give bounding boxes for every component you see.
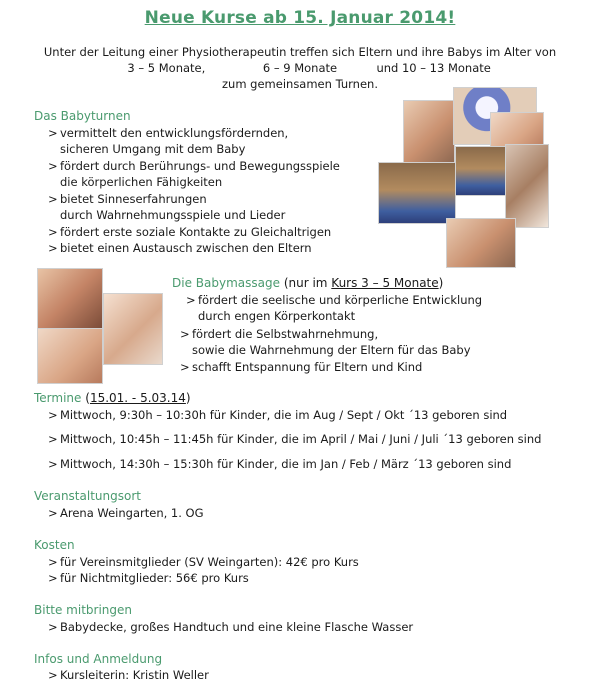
bullet-marker: > [186,293,196,307]
age-group-3: und 10 – 13 Monate [376,61,491,75]
babyturnen-item: > fördert erste soziale Kontakte zu Gleichaltrigen [48,225,332,239]
bullet-marker: > [48,241,58,255]
age-group-2: 6 – 9 Monate [262,61,338,75]
bullet-marker: > [48,506,58,520]
mitbringen-item: > Babydecke, großes Handtuch und eine kleine Flasche Wasser [48,620,414,634]
bullet-marker: > [48,126,58,140]
photo-massage-baby [103,293,163,365]
babymassage-heading: Die Babymassage (nur im Kurs 3 – 5 Monate) [172,276,444,290]
photo-massage-hands [37,268,103,330]
bullet-marker: > [180,327,190,341]
bullet-marker: > [48,432,58,446]
page-title: Neue Kurse ab 15. Januar 2014! [144,8,456,28]
bullet-marker: > [48,620,58,634]
kosten-item: > für Vereinsmitglieder (SV Weingarten): 42€ pro Kurs [48,555,359,569]
photo-baby-blanket [446,218,516,268]
bullet-marker: > [180,360,190,374]
babyturnen-item: > bietet einen Austausch zwischen den Eltern [48,241,312,255]
bullet-marker: > [48,408,58,422]
photo-gym-hall [378,162,456,224]
babyturnen-item: > fördert durch Berührungs- und Bewegungsspiele die körperlichen Fähigkeiten [48,159,340,189]
infos-heading: Infos und Anmeldung [34,652,163,666]
babymassage-item: > fördert die Selbstwahrnehmung, sowie die Wahrnehmung der Eltern für das Baby [180,327,471,357]
termine-heading: Termine (15.01. - 5.03.14) [34,391,191,405]
intro-line-1: Unter der Leitung einer Physiotherapeutin treffen sich Eltern und ihre Babys im Alter von [43,45,557,59]
infos-item-partial: > Kursleiterin: Kristin Weller [48,668,209,682]
babyturnen-item: > bietet Sinneserfahrungen durch Wahrnehmungsspiele und Lieder [48,192,286,222]
termin-item: > Mittwoch, 9:30h – 10:30h für Kinder, die im Aug / Sept / Okt ´13 geboren sind [48,408,508,422]
intro-text [0,44,600,92]
bullet-marker: > [48,159,58,173]
babymassage-course-note: Kurs 3 – 5 Monate [331,276,439,290]
kosten-item: > für Nichtmitglieder: 56€ pro Kurs [48,571,249,585]
bullet-marker: > [48,571,58,585]
bullet-marker: > [48,192,58,206]
termin-item: > Mittwoch, 10:45h – 11:45h für Kinder, die im April / Mai / Juni / Juli ´13 geboren sind [48,432,542,446]
photo-baby-lying [37,328,103,384]
photo-toddler [505,144,549,228]
kosten-heading: Kosten [34,538,75,552]
intro-line-2 [0,60,600,76]
bullet-marker: > [48,555,58,569]
age-group-1: 3 – 5 Monate, [127,61,206,75]
intro-line-3: zum gemeinsamen Turnen. [222,77,378,91]
bullet-marker: > [48,457,58,471]
babymassage-item: > schafft Entspannung für Eltern und Kind [180,360,423,374]
bullet-marker: > [48,225,58,239]
termine-date-range: 15.01. - 5.03.14 [89,391,186,405]
ort-heading: Veranstaltungsort [34,489,141,503]
photo-parent-baby [403,100,455,166]
mitbringen-heading: Bitte mitbringen [34,603,132,617]
babyturnen-heading: Das Babyturnen [34,109,131,123]
babymassage-item: > fördert die seelische und körperliche Entwicklung durch engen Körperkontakt [186,293,483,323]
ort-item: > Arena Weingarten, 1. OG [48,506,204,520]
termin-item: > Mittwoch, 14:30h – 15:30h für Kinder, die im Jan / Feb / März ´13 geboren sind [48,457,512,471]
bullet-marker: > [48,668,58,682]
babyturnen-item: > vermittelt den entwicklungsfördernden, sicheren Umgang mit dem Baby [48,126,289,156]
photo-gym-crawl [455,146,509,196]
